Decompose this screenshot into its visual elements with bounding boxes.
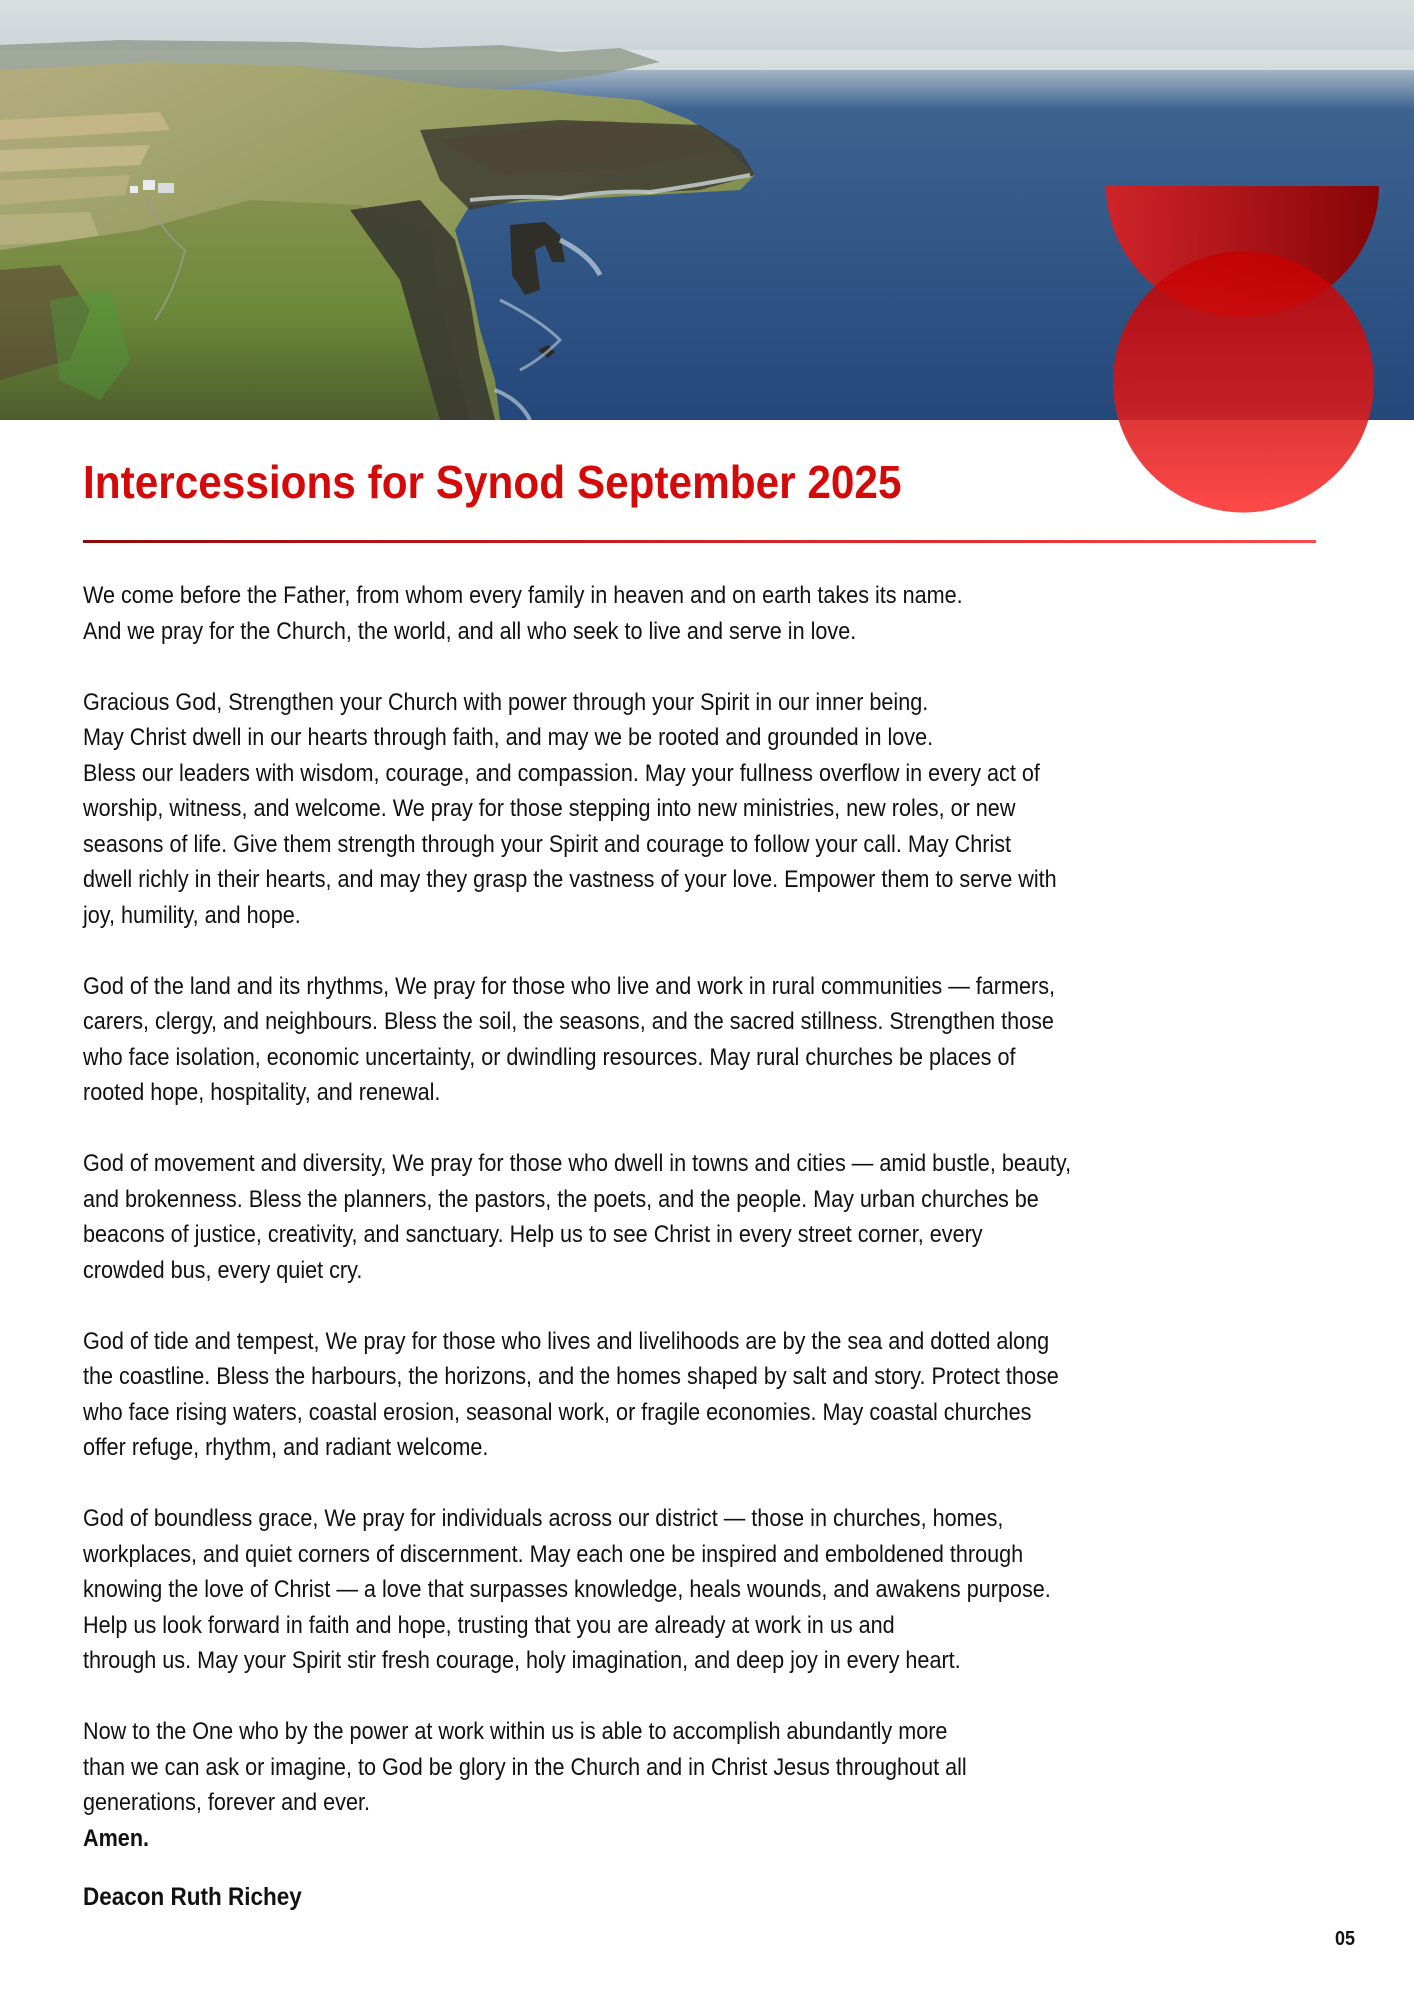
text-line: God of the land and its rhythms, We pray for those who live and work in rural communities — farmers, [83,972,1055,1000]
text-line: Help us look forward in faith and hope, trusting that you are already at work in us and [83,1611,895,1639]
paragraph-individuals [83,1501,1363,1679]
coastal-cliffs-photo [0,0,1414,420]
text-line: May Christ dwell in our hearts through faith, and may we be rooted and grounded in love. [83,724,934,751]
text-line: God of boundless grace, We pray for individuals across our district — those in churches, homes, [83,1505,1004,1532]
text-line: crowded bus, every quiet cry. [83,1256,363,1284]
author-signature: Deacon Ruth Richey [83,1883,302,1911]
text-line: God of tide and tempest, We pray for those who lives and livelihoods are by the sea and dotted along [83,1327,1050,1355]
text-line: knowing the love of Christ — a love that surpasses knowledge, heals wounds, and awakens purpose. [83,1576,1051,1603]
text-line: Bless our leaders with wisdom, courage, and compassion. May your fullness overflow in every act of [83,759,1040,787]
text-line: And we pray for the Church, the world, and all who seek to live and serve in love. [83,617,857,645]
text-line: generations, forever and ever. [83,1789,370,1816]
paragraph-coastal [83,1324,1363,1466]
text-line: than we can ask or imagine, to God be glory in the Church and in Christ Jesus throughout all [83,1753,967,1781]
text-line: worship, witness, and welcome. We pray for those stepping into new ministries, new roles, or new [83,795,1016,822]
prayer-body [83,578,1363,1856]
paragraph-invocation [83,578,1363,649]
text-line: the coastline. Bless the harbours, the horizons, and the homes shaped by salt and story. Protect those [83,1363,1059,1390]
paragraph-rural [83,969,1363,1111]
text-line: who face isolation, economic uncertainty, or dwindling resources. May rural churches be places of [83,1043,1016,1071]
text-line: We come before the Father, from whom every family in heaven and on earth takes its name. [83,582,963,609]
paragraph-urban [83,1146,1363,1288]
text-line: offer refuge, rhythm, and radiant welcome. [83,1434,489,1461]
text-line: dwell richly in their hearts, and may they grasp the vastness of your love. Empower them to serve with [83,866,1057,893]
text-line: God of movement and diversity, We pray for those who dwell in towns and cities — amid bustle, beauty, [83,1150,1072,1177]
amen-closing: Amen. [83,1824,150,1852]
text-line: rooted hope, hospitality, and renewal. [83,1079,441,1106]
page-title: Intercessions for Synod September 2025 [83,456,902,508]
text-line: carers, clergy, and neighbours. Bless the soil, the seasons, and the sacred stillness. Strengthen those [83,1008,1054,1035]
page-number: 05 [1335,1928,1356,1950]
text-line: beacons of justice, creativity, and sanctuary. Help us to see Christ in every street corner, every [83,1221,983,1248]
text-line: who face rising waters, coastal erosion, seasonal work, or fragile economies. May coastal churches [83,1398,1032,1426]
text-line: and brokenness. Bless the planners, the pastors, the poets, and the people. May urban churches be [83,1185,1039,1213]
header-photo [0,0,1414,420]
text-line: through us. May your Spirit stir fresh courage, holy imagination, and deep joy in every heart. [83,1647,961,1674]
text-line: workplaces, and quiet corners of discernment. May each one be inspired and emboldened through [83,1540,1024,1568]
paragraph-doxology [83,1714,1363,1856]
title-divider [83,540,1316,543]
text-line: Now to the One who by the power at work within us is able to accomplish abundantly more [83,1718,948,1745]
text-line: Gracious God, Strengthen your Church with power through your Spirit in our inner being. [83,688,929,716]
paragraph-church [83,685,1363,934]
text-line: seasons of life. Give them strength through your Spirit and courage to follow your call. May Christ [83,830,1012,858]
text-line: joy, humility, and hope. [83,901,301,929]
